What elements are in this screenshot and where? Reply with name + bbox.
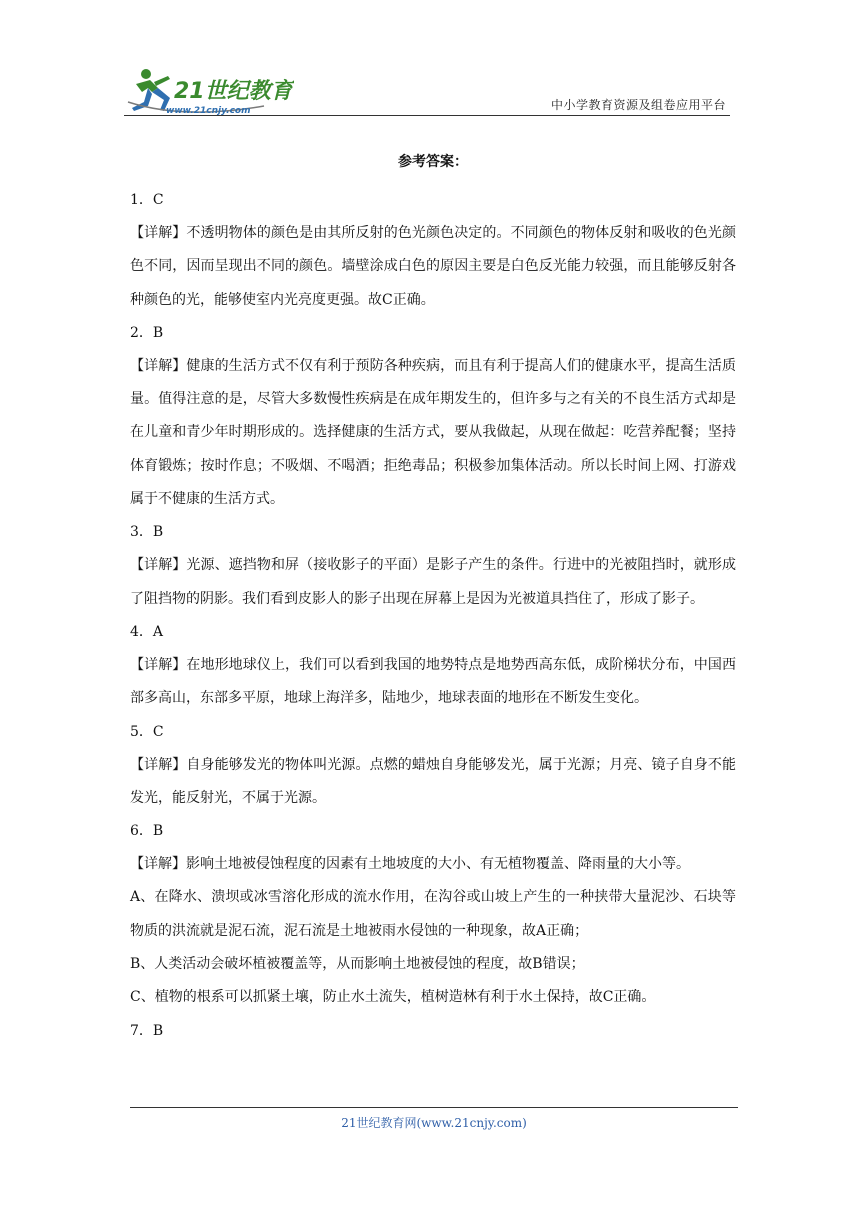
answer-label: 1．C	[130, 192, 164, 208]
answer-label: 6．B	[130, 823, 164, 840]
answer-detail: 【详解】自身能够发光的物体叫光源。点燃的蜡烛自身能够发光，属于光源；月亮、镜子自身不能发光，能反射光，不属于光源。	[130, 756, 736, 806]
answer-label: 5．C	[130, 723, 164, 740]
page-title: 参考答案：	[398, 154, 468, 170]
answer-label: 4．A	[130, 623, 164, 640]
answer-detail: 【详解】影响土地被侵蚀程度的因素有土地坡度的大小、有无植物覆盖、降雨量的大小等。	[130, 856, 690, 873]
runner-logo-icon	[124, 62, 294, 118]
answer-label: 2．B	[130, 324, 164, 341]
answer-detail: C、植物的根系可以抓紧土壤，防止水土流失，植树造林有利于水土保持，故C正确。	[130, 989, 656, 1006]
answer-label: 3．B	[130, 524, 164, 541]
answer-detail: A、在降水、溃坝或冰雪溶化形成的流水作用，在沟谷或山坡上产生的一种挟带大量泥沙、石块等物质的洪流就是泥石流，泥石流是土地被雨水侵蚀的一种现象，故A正确；	[130, 889, 736, 939]
answer-label: 7．B	[130, 1022, 164, 1039]
answer-detail: 【详解】不透明物体的颜色是由其所反射的色光颜色决定的。不同颜色的物体反射和吸收的色光颜色不同，因而呈现出不同的颜色。墙壁涂成白色的原因主要是白色反光能力较强，而且能够反射各种颜色的光，能够使室内光亮度更强。故C正确。	[130, 225, 736, 308]
answer-detail: 【详解】在地形地球仪上，我们可以看到我国的地势特点是地势西高东低，成阶梯状分布，中国西部多高山，东部多平原，地球上海洋多，陆地少，地球表面的地形在不断发生变化。	[130, 656, 736, 707]
logo-text: 21世纪教育	[174, 79, 293, 104]
answer-detail: 【详解】健康的生活方式不仅有利于预防各种疾病，而且有利于提高人们的健康水平，提高生活质量。值得注意的是，尽管大多数慢性疾病是在成年期发生的，但许多与之有关的不良生活方式却是在儿童和青少年时期形成的。选择健康的生活方式，要从我做起，从现在做起：吃营养配餐；坚持体育锻炼；按时作息；不吸烟、不喝酒；拒绝毒品；积极参加集体活动。所以长时间上网、打游戏属于不健康的生活方式。	[130, 357, 736, 508]
footer-text: 21世纪教育网(www.21cnjy.com)	[341, 1116, 527, 1130]
answer-content	[130, 150, 736, 1048]
answer-detail: 【详解】光源、遮挡物和屏（接收影子的平面）是影子产生的条件。行进中的光被阻挡时，就形成了阻挡物的阴影。我们看到皮影人的影子出现在屏幕上是因为光被道具挡住了，形成了影子。	[130, 557, 736, 607]
logo-url-text: www.21cnjy.com	[166, 106, 251, 116]
footer-divider	[130, 1107, 738, 1108]
header-divider	[124, 115, 730, 116]
platform-name: 中小学教育资源及组卷应用平台	[550, 98, 726, 112]
answer-detail: B、人类活动会破坏植被覆盖等，从而影响土地被侵蚀的程度，故B错误；	[130, 956, 585, 973]
site-logo	[124, 62, 294, 118]
page-header	[0, 0, 860, 125]
